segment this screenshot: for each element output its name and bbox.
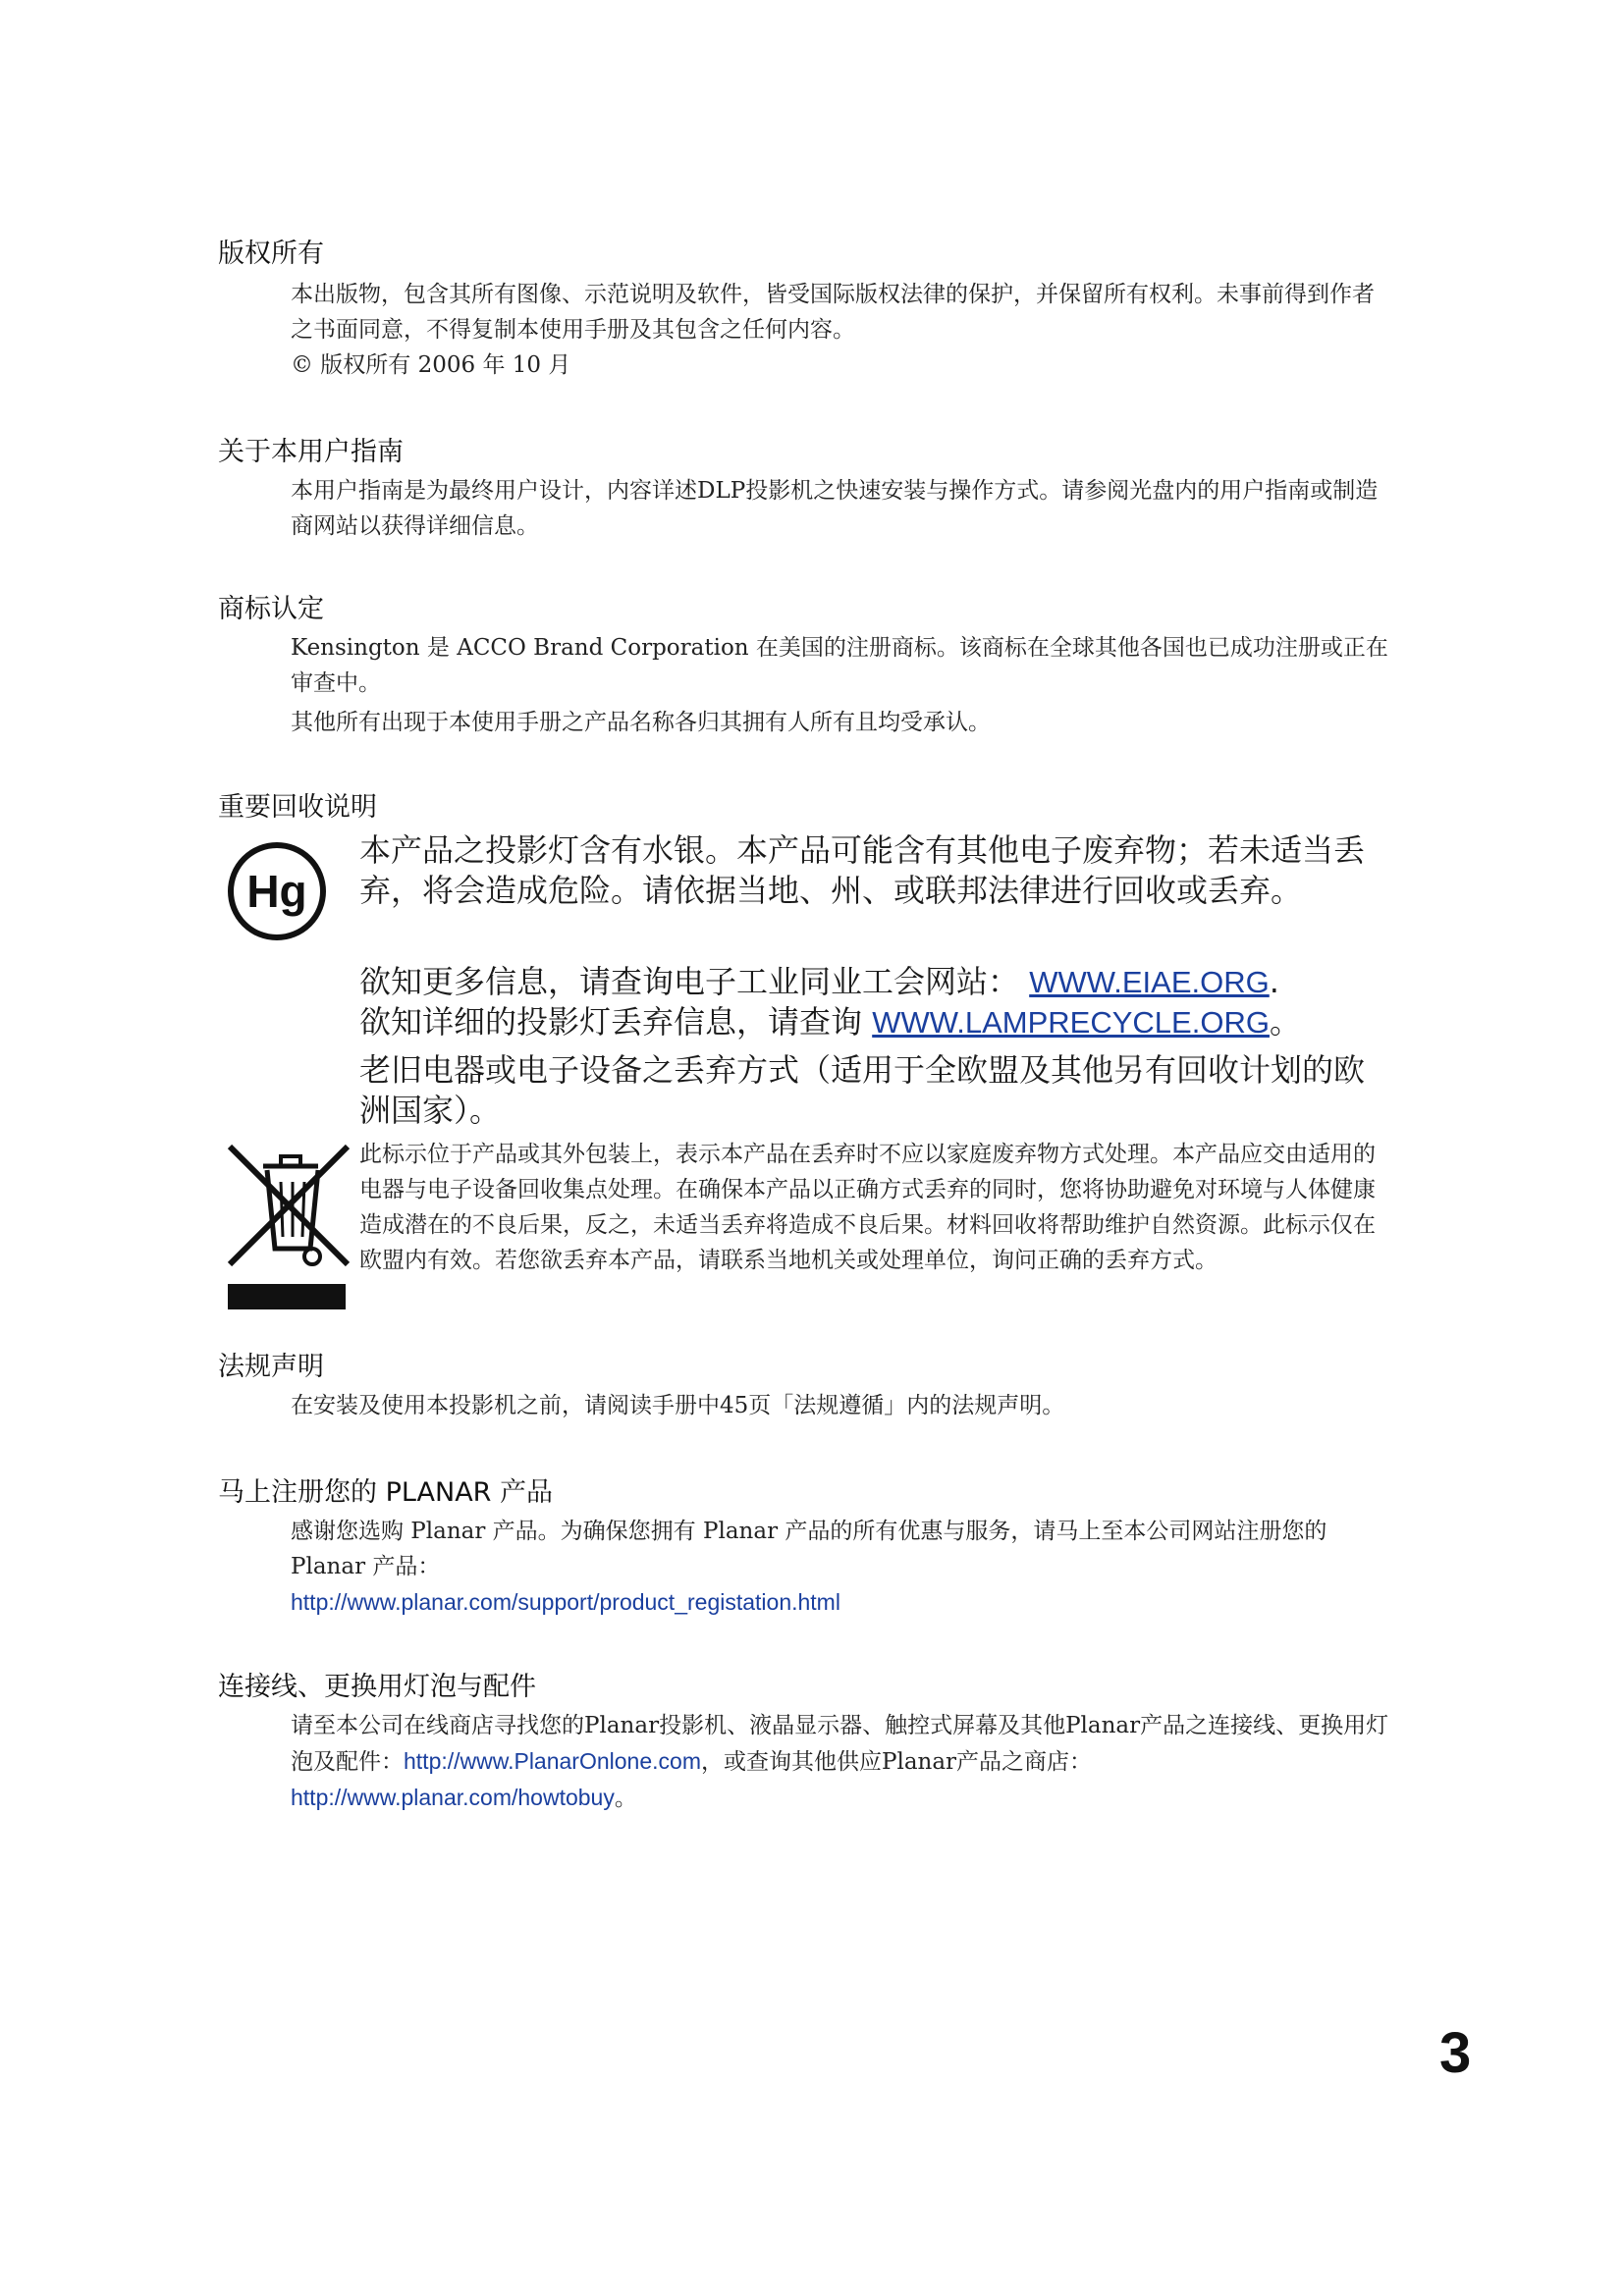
page-number: 3	[1439, 2021, 1472, 2085]
accessories-title: 连接线、更换用灯泡与配件	[218, 1672, 536, 1702]
regulatory-title: 法规声明	[218, 1352, 324, 1382]
hg-warning-text: 本产品之投影灯含有水银。本产品可能含有其他电子废弃物；若未适当丢弃，将会造成危险。请依据当地、州、或联邦法律进行回收或丢弃。	[359, 831, 1366, 909]
eiae-link[interactable]: WWW.EIAE.ORG	[1029, 965, 1270, 999]
mercury-hg-icon	[226, 840, 328, 942]
about-body: 本用户指南是为最终用户设计，内容详述DLP投影机之快速安装与操作方式。请参阅光盘内的用户指南或制造商网站以获得详细信息。	[291, 478, 1379, 539]
trademark-body-2: 其他所有出现于本使用手册之产品名称各归其拥有人所有且均受承认。	[291, 710, 991, 735]
eiae-prefix: 欲知更多信息，请查询电子工业同业工会网站：	[359, 963, 1020, 1000]
copyright-title: 版权所有	[218, 239, 324, 269]
lamp-prefix: 欲知详细的投影灯丢弃信息，请查询	[359, 1003, 863, 1041]
accessories-prefix: 请至本公司在线商店寻找您的Planar投影机、液晶显示器、触控式屏幕及其他Planar产品之连接线、更换用灯泡及配件：	[291, 1713, 1389, 1775]
copyright-date: © 版权所有 2006 年 10 月	[291, 352, 571, 378]
lamprecycle-line	[359, 1002, 1390, 1042]
register-body: 感谢您选购 Planar 产品。为确保您拥有 Planar 产品的所有优惠与服务，请马上至本公司网站注册您的 Planar 产品：	[291, 1519, 1327, 1579]
register-link[interactable]: http://www.planar.com/support/product_registation.html	[291, 1589, 840, 1615]
register-link-line	[291, 1584, 1390, 1621]
about-title: 关于本用户指南	[218, 437, 404, 467]
hg-label: Hg	[246, 866, 307, 917]
weee-body: 此标示位于产品或其外包装上，表示本产品在丢弃时不应以家庭废弃物方式处理。本产品应交由适用的电器与电子设备回收集点处理。在确保本产品以正确方式丢弃的同时，您将协助避免对环境与人体健康造成潜在的不良后果，反之，未适当丢弃将造成不良后果。材料回收将帮助维护自然资源。此标示仅在欧盟内有效。若您欲丢弃本产品，请联系当地机关或处理单位，询问正确的丢弃方式。	[359, 1142, 1376, 1273]
regulatory-body: 在安装及使用本投影机之前，请阅读手册中45页「法规遵循」内的法规声明。	[291, 1393, 1065, 1418]
lamprecycle-link[interactable]: WWW.LAMPRECYCLE.ORG	[872, 1005, 1270, 1040]
eiae-line	[359, 962, 1390, 1002]
copyright-body: 本出版物，包含其所有图像、示范说明及软件，皆受国际版权法律的保护，并保留所有权利。未事前得到作者之书面同意，不得复制本使用手册及其包含之任何内容。	[291, 282, 1375, 343]
trademark-body-1: Kensington 是 ACCO Brand Corporation 在美国的注册商标。该商标在全球其他各国也已成功注册或正在审查中。	[291, 635, 1388, 696]
register-title: 马上注册您的 PLANAR 产品	[218, 1477, 554, 1508]
eiae-suffix: .	[1269, 963, 1279, 1000]
weee-heading: 老旧电器或电子设备之丢弃方式（适用于全欧盟及其他另有回收计划的欧洲国家）。	[359, 1051, 1366, 1129]
accessories-mid: ，或查询其他供应Planar产品之商店：	[700, 1749, 1093, 1775]
accessories-body	[291, 1708, 1390, 1816]
howtobuy-link[interactable]: http://www.planar.com/howtobuy	[291, 1785, 615, 1810]
crossed-bin-icon	[220, 1139, 357, 1315]
lamp-suffix: 。	[1269, 1003, 1301, 1041]
planar-online-link[interactable]: http://www.PlanarOnlone.com	[404, 1748, 701, 1774]
recycling-title: 重要回收说明	[218, 792, 377, 823]
trademark-title: 商标认定	[218, 594, 324, 624]
accessories-suffix: 。	[614, 1786, 637, 1811]
